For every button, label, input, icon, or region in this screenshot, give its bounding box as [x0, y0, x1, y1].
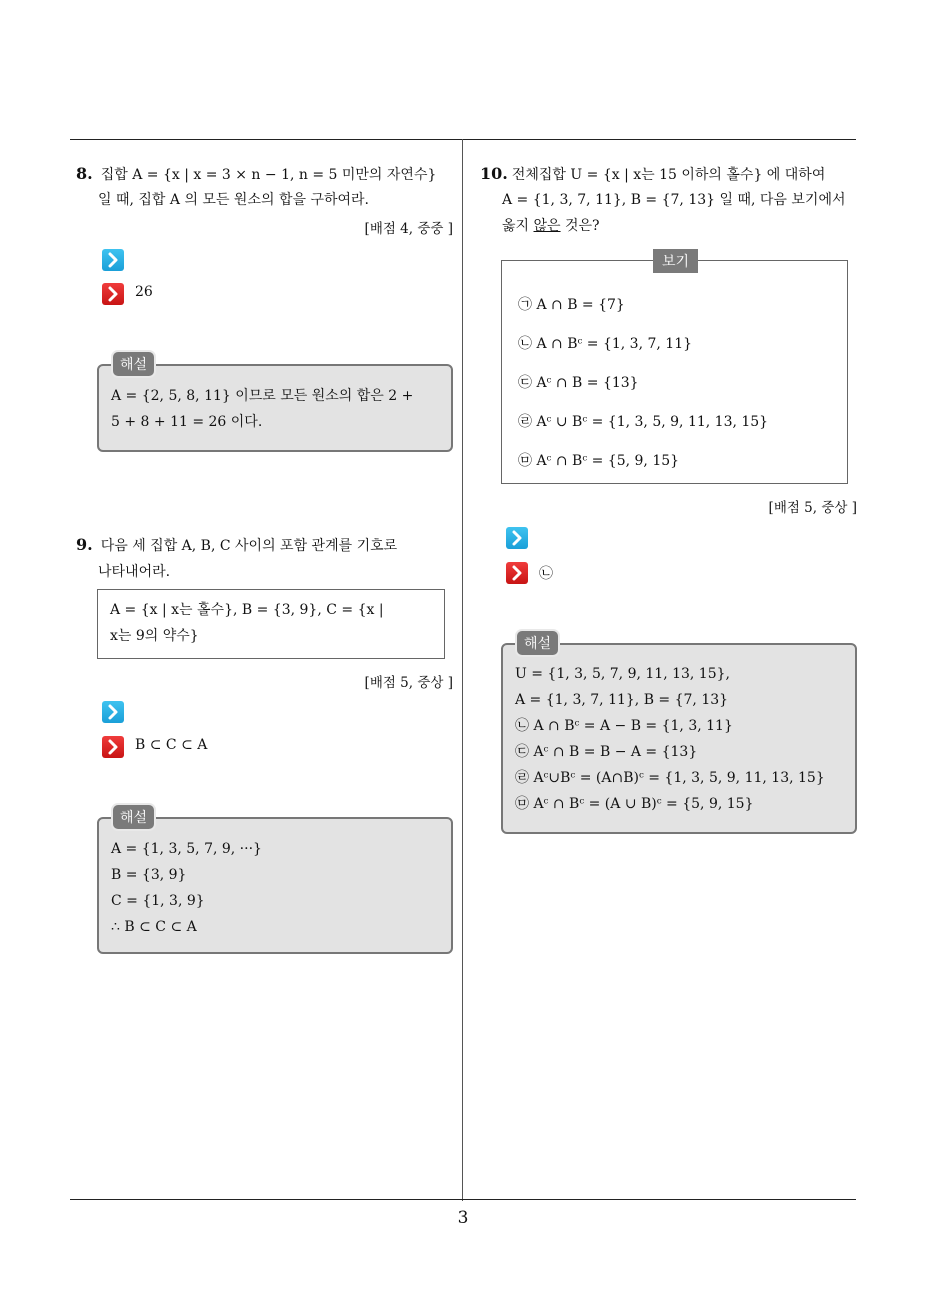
- q9-text-1: 다음 세 집합 A, B, C 사이의 포함 관계를 기호로: [100, 538, 398, 554]
- top-rule: [70, 139, 856, 140]
- q8-answer-button[interactable]: [102, 283, 124, 305]
- q10-solution-line: ㉣ Aᶜ∪Bᶜ = (A∩B)ᶜ = {1, 3, 5, 9, 11, 13, 15}: [515, 770, 825, 786]
- q10-number: 10.: [480, 164, 508, 183]
- q10-text-2: A = {1, 3, 7, 11}, B = {7, 13} 일 때, 다음 보기에서: [502, 192, 846, 208]
- q8-hint-button[interactable]: [102, 249, 124, 271]
- q10-bogi-tag: 보기: [653, 249, 698, 273]
- q8-answer: 26: [135, 284, 153, 300]
- chevron-right-icon: [102, 283, 124, 305]
- q10-text-1: 전체집합 U = {x | x는 15 이하의 홀수} 에 대하여: [511, 167, 826, 183]
- q10-bogi-box: [501, 260, 848, 484]
- q10-solution-line: U = {1, 3, 5, 7, 9, 11, 13, 15},: [515, 666, 730, 682]
- q9-hint-button[interactable]: [102, 701, 124, 723]
- q10-hint-button[interactable]: [506, 527, 528, 549]
- q9-solution-line: A = {1, 3, 5, 7, 9, ···}: [111, 841, 262, 857]
- q10-solution-line: ㉡ A ∩ Bᶜ = A − B = {1, 3, 11}: [515, 718, 733, 734]
- q10-line3: [502, 216, 600, 236]
- q10-solution-line: ㉤ Aᶜ ∩ Bᶜ = (A ∪ B)ᶜ = {5, 9, 15}: [515, 796, 754, 812]
- q9-answer: B ⊂ C ⊂ A: [135, 737, 208, 753]
- q10-score: [배점 5, 중상 ]: [768, 500, 857, 516]
- q8-score: [배점 4, 중중 ]: [364, 221, 453, 237]
- chevron-right-icon: [102, 736, 124, 758]
- column-divider: [462, 139, 463, 1201]
- page-number: 3: [457, 1208, 469, 1228]
- q9-text-2: 나타내어라.: [98, 564, 171, 580]
- q9-answer-button[interactable]: [102, 736, 124, 758]
- q9-solution-line: ∴ B ⊂ C ⊂ A: [111, 919, 197, 935]
- q10-answer-button[interactable]: [506, 562, 528, 584]
- q9-solution-tag: 해설: [111, 803, 156, 831]
- chevron-right-icon: [506, 562, 528, 584]
- q8-text-1: 집합 A = {x | x = 3 × n − 1, n = 5 미만의 자연수}: [100, 167, 437, 183]
- q10-text-3b: 것은?: [560, 218, 600, 234]
- q10-text-3a: 옳지: [502, 218, 534, 234]
- q9-condition-box: [97, 589, 445, 659]
- q8-text-2: 일 때, 집합 A 의 모든 원소의 합을 구하여라.: [98, 192, 369, 208]
- q8-solution-tag: 해설: [111, 350, 156, 378]
- q10-bogi-item: ㉢ Aᶜ ∩ B = {13}: [518, 375, 639, 391]
- q10-line1: [480, 164, 825, 185]
- chevron-right-icon: [102, 701, 124, 723]
- q8-solution-line: A = {2, 5, 8, 11} 이므로 모든 원소의 합은 2 +: [111, 388, 414, 404]
- q9-condition-line: A = {x | x는 홀수}, B = {3, 9}, C = {x |: [110, 602, 384, 618]
- q10-solution-tag: 해설: [515, 629, 560, 657]
- chevron-right-icon: [506, 527, 528, 549]
- q9-solution-line: C = {1, 3, 9}: [111, 893, 205, 909]
- q9-condition-line: x는 9의 약수}: [110, 628, 199, 644]
- q9-solution-line: B = {3, 9}: [111, 867, 187, 883]
- q9-score: [배점 5, 중상 ]: [364, 675, 453, 691]
- q10-solution-line: A = {1, 3, 7, 11}, B = {7, 13}: [515, 692, 729, 708]
- q8-line1: [76, 164, 436, 185]
- q8-solution-line: 5 + 8 + 11 = 26 이다.: [111, 414, 263, 430]
- q10-bogi-item: ㉡ A ∩ Bᶜ = {1, 3, 7, 11}: [518, 336, 693, 352]
- q10-bogi-item: ㉠ A ∩ B = {7}: [518, 297, 625, 313]
- q10-solution-box: [501, 643, 857, 834]
- q9-line1: [76, 535, 397, 556]
- bottom-rule: [70, 1199, 856, 1200]
- q10-answer: ㉡: [539, 566, 553, 582]
- q10-solution-line: ㉢ Aᶜ ∩ B = B − A = {13}: [515, 744, 698, 760]
- q10-bogi-item: ㉤ Aᶜ ∩ Bᶜ = {5, 9, 15}: [518, 453, 680, 469]
- q9-solution-box: [97, 817, 453, 954]
- q9-number: 9.: [76, 535, 93, 554]
- chevron-right-icon: [102, 249, 124, 271]
- q10-bogi-item: ㉣ Aᶜ ∪ Bᶜ = {1, 3, 5, 9, 11, 13, 15}: [518, 414, 769, 430]
- q10-text-3-underlined: 않은: [533, 218, 561, 234]
- q8-number: 8.: [76, 164, 93, 183]
